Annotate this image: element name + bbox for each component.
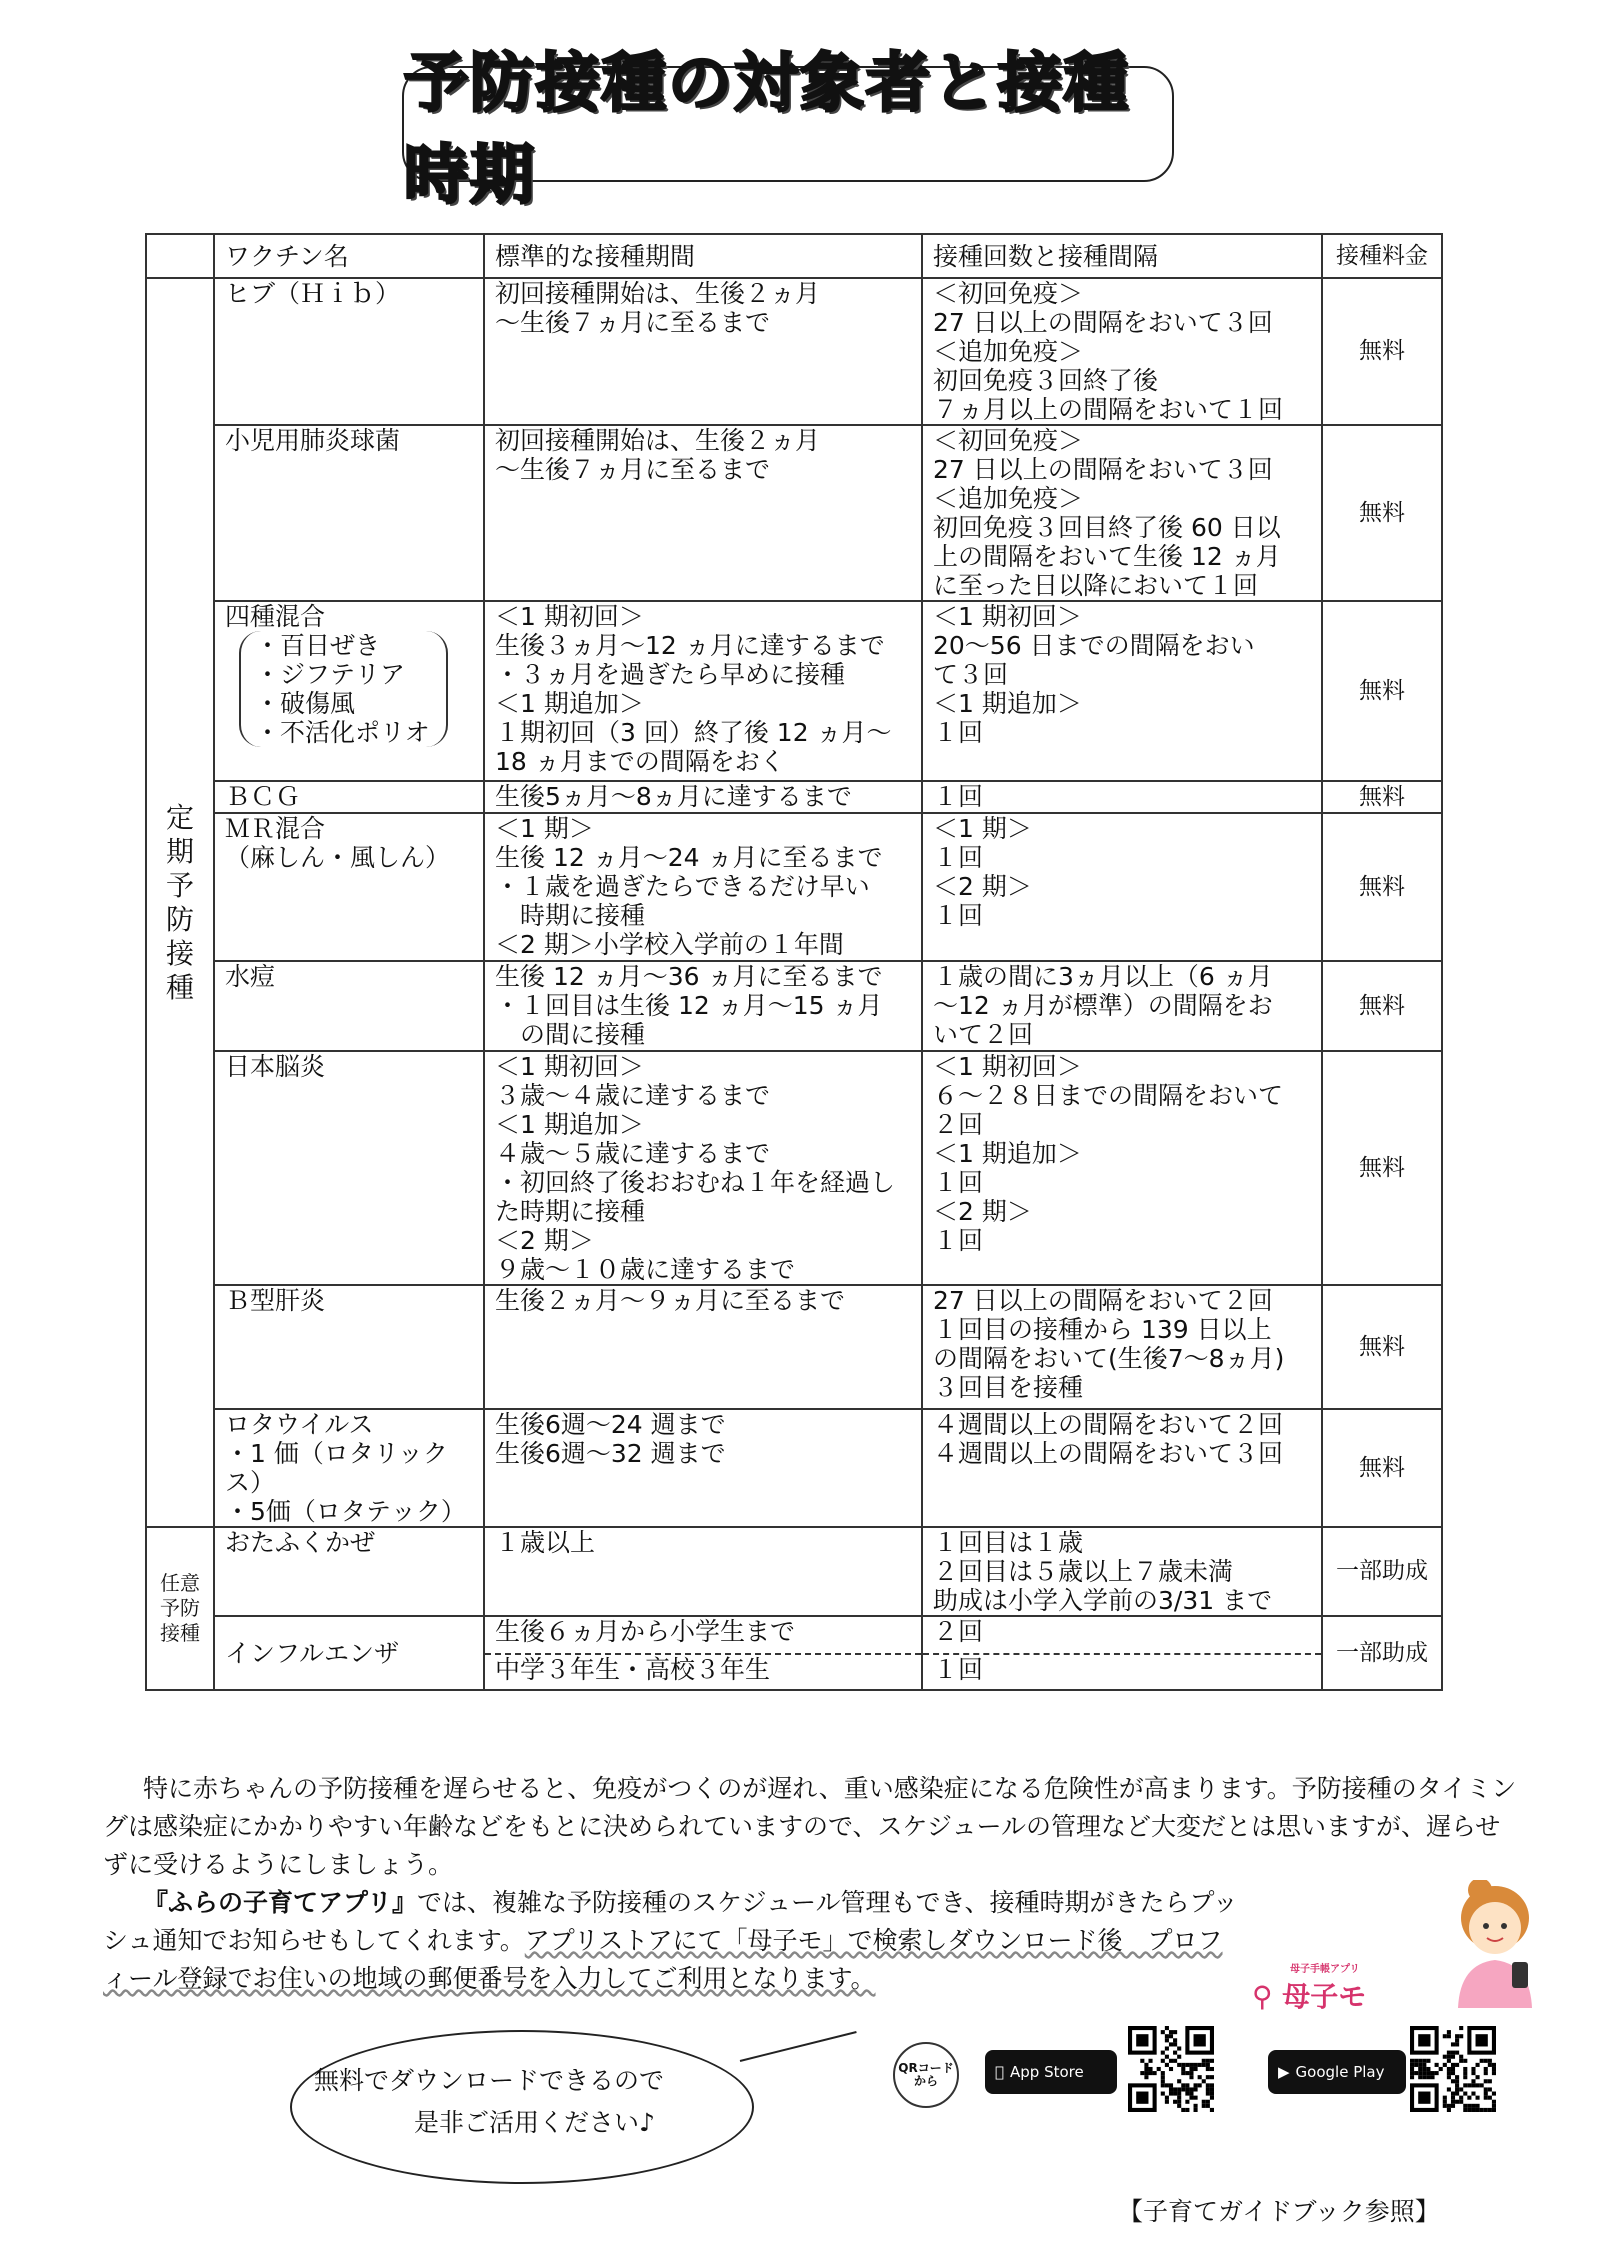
- vaccine-cell: [214, 1409, 484, 1527]
- category-optional-label: 任意 予防 接種: [160, 1571, 200, 1645]
- reference-note: 【子育てガイドブック参照】: [1118, 2197, 1440, 2226]
- app-desc-1: では、複雑な予防接種のスケジュール管理もでき、接種時期がきたらプッシュ通知でお知らせもしてくれます。: [103, 1888, 1238, 1955]
- count-line: ～12 ヵ月が標準）の間隔をお: [933, 991, 1273, 1020]
- page-title: 予防接種の対象者と接種時期: [404, 47, 1130, 213]
- period-cell: [484, 781, 922, 813]
- fee-cell: 無料: [1322, 1285, 1442, 1409]
- period-cell: [484, 961, 922, 1051]
- google-play-badge[interactable]: [1268, 2050, 1406, 2094]
- period-line: 時期に接種: [495, 901, 646, 930]
- period-line: 初回接種開始は、生後２ヵ月: [495, 426, 821, 455]
- mascot-illustration: [1440, 1880, 1550, 2010]
- period-line: １期初回（3 回）終了後 12 ヵ月～: [495, 718, 892, 747]
- period-cell: [484, 425, 922, 601]
- period-line: の間に接種: [495, 1020, 646, 1049]
- category-regular-label: 定 期 予 防 接 種: [165, 800, 194, 1004]
- vaccine-cell: [214, 601, 484, 781]
- count-line: に至った日以降において１回: [933, 571, 1259, 600]
- play-icon: ▶: [1278, 2063, 1290, 2081]
- count-cell: [922, 1285, 1322, 1409]
- app-logo-sub: 母子手帳アプリ: [1290, 1964, 1360, 1975]
- period-cell: [484, 1527, 922, 1616]
- period-line: ３歳～４歳に達するまで: [495, 1081, 771, 1110]
- app-desc-2: アプリストアにて「母子モ」で検索しダウンロード後 プロフィール登録でお住いの地域の郵便番号を入力してご利用となります。: [103, 1926, 1223, 1993]
- count-line: ＜2 期＞: [933, 1197, 1032, 1226]
- count-line: １回: [933, 901, 984, 930]
- fee-cell: 無料: [1322, 813, 1442, 961]
- count-line: 27 日以上の間隔をおいて３回: [933, 455, 1273, 484]
- vaccine-sub: ・5価（ロタテック）: [225, 1497, 466, 1526]
- app-logo-mark: ⚲: [1252, 1980, 1273, 2013]
- vaccine-cell: [214, 278, 484, 425]
- table-row: [146, 1409, 1442, 1527]
- period-cell: [484, 1051, 922, 1285]
- count-line: １回: [933, 782, 984, 811]
- header-fee: 接種料金: [1322, 234, 1442, 278]
- count-line: １回: [933, 843, 984, 872]
- period-line: ＜2 期＞小学校入学前の１年間: [495, 930, 844, 959]
- period-line: ・初回終了後おおむね１年を経過し: [495, 1168, 896, 1197]
- period-line: 生後 12 ヵ月～24 ヵ月に至るまで: [495, 843, 883, 872]
- speech-bubble: [290, 2030, 754, 2184]
- period-line: 生後5ヵ月～8ヵ月に達するまで: [495, 782, 852, 811]
- vaccine-cell: [214, 781, 484, 813]
- period-line: 生後6週～24 週まで: [495, 1410, 726, 1439]
- vaccination-table: [145, 233, 1443, 1691]
- fee-cell: 無料: [1322, 425, 1442, 601]
- vaccine-cell: [214, 1285, 484, 1409]
- vaccine-sub: ・不活化ポリオ: [255, 718, 430, 747]
- count-line: ＜1 期追加＞: [933, 1139, 1082, 1168]
- vaccine-cell: [214, 425, 484, 601]
- count-line: ＜初回免疫＞: [933, 426, 1084, 455]
- fee-cell: 無料: [1322, 1051, 1442, 1285]
- period-line: ＜1 期初回＞: [495, 602, 644, 631]
- period-line: 生後6週～32 週まで: [495, 1439, 726, 1468]
- count-line: いて２回: [933, 1020, 1034, 1049]
- count-cell: [922, 1527, 1322, 1616]
- count-line: 助成は小学入学前の3/31 まで: [933, 1586, 1273, 1615]
- vaccine-sub-list: [225, 1439, 473, 1526]
- vaccine-name: ロタウイルス: [225, 1410, 374, 1439]
- count-cell: [922, 813, 1322, 961]
- count-line: ＜2 期＞: [933, 872, 1032, 901]
- table-row: [146, 1616, 1442, 1654]
- count-line: ６～２８日までの間隔をおいて: [933, 1081, 1284, 1110]
- app-logo-text: 母子モ: [1282, 1980, 1367, 2013]
- vaccine-sub: ・破傷風: [255, 689, 356, 718]
- bubble-line-1: 無料でダウンロードできるので: [314, 2066, 665, 2095]
- qr-code-app-store[interactable]: [1128, 2026, 1214, 2112]
- count-line: 初回免疫３回目終了後 60 日以: [933, 513, 1281, 542]
- app-store-badge[interactable]: [985, 2050, 1117, 2094]
- bubble-tail: [740, 2031, 857, 2062]
- period-line: ＜2 期＞: [495, 1226, 594, 1255]
- period-cell: [484, 601, 922, 781]
- count-line: ２回: [933, 1110, 984, 1139]
- vaccine-name: 日本脳炎: [225, 1052, 326, 1081]
- vaccine-name: 小児用肺炎球菌: [225, 426, 401, 455]
- fee-cell: 無料: [1322, 961, 1442, 1051]
- period-cell: 生後６ヵ月から小学生まで: [484, 1616, 922, 1654]
- count-line: ＜追加免疫＞: [933, 337, 1084, 366]
- count-line: １回目の接種から 139 日以上: [933, 1315, 1272, 1344]
- period-line: 18 ヵ月までの間隔をおく: [495, 747, 785, 776]
- count-line: ＜1 期＞: [933, 814, 1032, 843]
- paragraph-app: [103, 1884, 1243, 1998]
- table-row: [146, 425, 1442, 601]
- table-row: [146, 1527, 1442, 1616]
- vaccine-cell: [214, 1527, 484, 1616]
- vaccine-sub-list: [225, 843, 473, 872]
- apple-icon: [995, 2063, 1004, 2081]
- vaccine-name: インフルエンザ: [225, 1638, 400, 1668]
- period-line: １歳以上: [495, 1528, 596, 1557]
- count-line: の間隔をおいて(生後7～8ヵ月): [933, 1344, 1285, 1373]
- count-line: ２回目は５歳以上７歳未満: [933, 1557, 1234, 1586]
- bubble-line-2: 是非ご活用ください♪: [414, 2108, 655, 2137]
- fee-cell: 一部助成: [1322, 1527, 1442, 1616]
- period-line: ・３ヵ月を過ぎたら早めに接種: [495, 660, 846, 689]
- fee-cell: 無料: [1322, 601, 1442, 781]
- count-cell: [922, 1409, 1322, 1527]
- app-logo: [1252, 1960, 1366, 2015]
- vaccine-cell: [214, 1616, 484, 1690]
- count-line: ＜初回免疫＞: [933, 279, 1084, 308]
- period-cell: [484, 813, 922, 961]
- fee-cell: 無料: [1322, 1409, 1442, 1527]
- fee-cell: 一部助成: [1322, 1616, 1442, 1690]
- period-line: た時期に接種: [495, 1197, 646, 1226]
- period-line: ＜1 期追加＞: [495, 689, 644, 718]
- table-row: [146, 813, 1442, 961]
- category-optional: [146, 1527, 214, 1690]
- count-line: １回: [933, 1168, 984, 1197]
- vaccine-name: Ｂ型肝炎: [225, 1286, 326, 1315]
- count-line: 20～56 日までの間隔をおい: [933, 631, 1255, 660]
- count-line: 初回免疫３回終了後: [933, 366, 1159, 395]
- count-cell: [922, 601, 1322, 781]
- app-store-label: App Store: [1001, 2063, 1075, 2081]
- vaccine-name: ＭＲ混合: [225, 814, 326, 843]
- count-cell: [922, 425, 1322, 601]
- period-cell: [484, 278, 922, 425]
- table-row: [146, 781, 1442, 813]
- count-cell: ２回: [922, 1616, 1322, 1654]
- vaccine-name: 四種混合: [225, 602, 326, 631]
- period-cell: [484, 1285, 922, 1409]
- count-line: １回: [933, 1226, 984, 1255]
- vaccine-cell: [214, 813, 484, 961]
- vaccine-cell: [214, 961, 484, 1051]
- vaccine-sub: ・1 価（ロタリックス）: [225, 1439, 448, 1497]
- period-line: ・１回目は生後 12 ヵ月～15 ヵ月: [495, 991, 883, 1020]
- period-line: ・１歳を過ぎたらできるだけ早い: [495, 872, 870, 901]
- vaccine-name: 水痘: [225, 962, 276, 991]
- count-line: ＜1 期追加＞: [933, 689, 1082, 718]
- count-line: ４週間以上の間隔をおいて３回: [933, 1439, 1284, 1468]
- count-line: １回: [933, 718, 984, 747]
- count-line: １歳の間に3ヵ月以上（6 ヵ月: [933, 962, 1273, 991]
- count-line: ＜追加免疫＞: [933, 484, 1084, 513]
- table-row: [146, 1051, 1442, 1285]
- page-title-box: [402, 47, 1174, 213]
- count-cell: [922, 781, 1322, 813]
- vaccine-sub: ・百日ぜき: [255, 631, 381, 660]
- header-category: [146, 234, 214, 278]
- period-line: ＜1 期初回＞: [495, 1052, 644, 1081]
- count-line: ７ヵ月以上の間隔をおいて１回: [933, 395, 1284, 424]
- period-line: 初回接種開始は、生後２ヵ月: [495, 279, 821, 308]
- vaccine-name: おたふくかぜ: [225, 1528, 376, 1557]
- vaccine-name: ＢＣＧ: [225, 782, 301, 811]
- period-cell: [484, 1409, 922, 1527]
- count-line: ＜1 期初回＞: [933, 602, 1082, 631]
- period-line: ＜1 期＞: [495, 814, 594, 843]
- period-line: ４歳～５歳に達するまで: [495, 1139, 771, 1168]
- vaccine-cell: [214, 1051, 484, 1285]
- count-cell: [922, 961, 1322, 1051]
- count-line: 上の間隔をおいて生後 12 ヵ月: [933, 542, 1281, 571]
- period-line: ～生後７ヵ月に至るまで: [495, 455, 771, 484]
- google-play-label: Google Play: [1295, 2063, 1385, 2081]
- count-line: ４週間以上の間隔をおいて２回: [933, 1410, 1284, 1439]
- qr-badge: QRコードから: [893, 2042, 959, 2108]
- period-line: 生後２ヵ月～９ヵ月に至るまで: [495, 1286, 846, 1315]
- vaccine-sub: （麻しん・風しん）: [225, 843, 451, 872]
- vaccine-sub: ・ジフテリア: [255, 660, 406, 689]
- period-cell: 中学３年生・高校３年生: [484, 1654, 922, 1690]
- header-count: 接種回数と接種間隔: [922, 234, 1322, 278]
- count-line: １回目は１歳: [933, 1528, 1084, 1557]
- period-line: ～生後７ヵ月に至るまで: [495, 308, 771, 337]
- paragraph-intro: 特に赤ちゃんの予防接種を遅らせると、免疫がつくのが遅れ、重い感染症になる危険性が高まります。予防接種のタイミングは感染症にかかりやすい年齢などをもとに決められていますので、スケジュールの管理など大変だとは思いますが、遅らせずに受けるようにしましょう。: [103, 1774, 1517, 1879]
- count-cell: １回: [922, 1654, 1322, 1690]
- count-cell: [922, 1051, 1322, 1285]
- period-line: ９歳～１０歳に達するまで: [495, 1255, 796, 1284]
- fee-cell: 無料: [1322, 278, 1442, 425]
- table-row: [146, 601, 1442, 781]
- header-period: 標準的な接種期間: [484, 234, 922, 278]
- table-row: [146, 278, 1442, 425]
- count-line: て３回: [933, 660, 1009, 689]
- category-regular: [146, 278, 214, 1527]
- count-line: ＜1 期初回＞: [933, 1052, 1082, 1081]
- count-line: 27 日以上の間隔をおいて２回: [933, 1286, 1273, 1315]
- period-line: 生後 12 ヵ月～36 ヵ月に至るまで: [495, 962, 883, 991]
- app-name: 『ふらの子育てアプリ』: [143, 1888, 418, 1917]
- period-line: 生後３ヵ月～12 ヵ月に達するまで: [495, 631, 885, 660]
- table-row: [146, 961, 1442, 1051]
- count-cell: [922, 278, 1322, 425]
- count-line: ３回目を接種: [933, 1373, 1084, 1402]
- qr-code-google-play[interactable]: [1410, 2026, 1496, 2112]
- header-vaccine: ワクチン名: [214, 234, 484, 278]
- period-line: ＜1 期追加＞: [495, 1110, 644, 1139]
- count-line: 27 日以上の間隔をおいて３回: [933, 308, 1273, 337]
- vaccine-sub-list: [239, 631, 448, 747]
- table-row: [146, 1285, 1442, 1409]
- fee-cell: 無料: [1322, 781, 1442, 813]
- vaccine-name: ヒブ（Ｈｉｂ）: [225, 279, 401, 308]
